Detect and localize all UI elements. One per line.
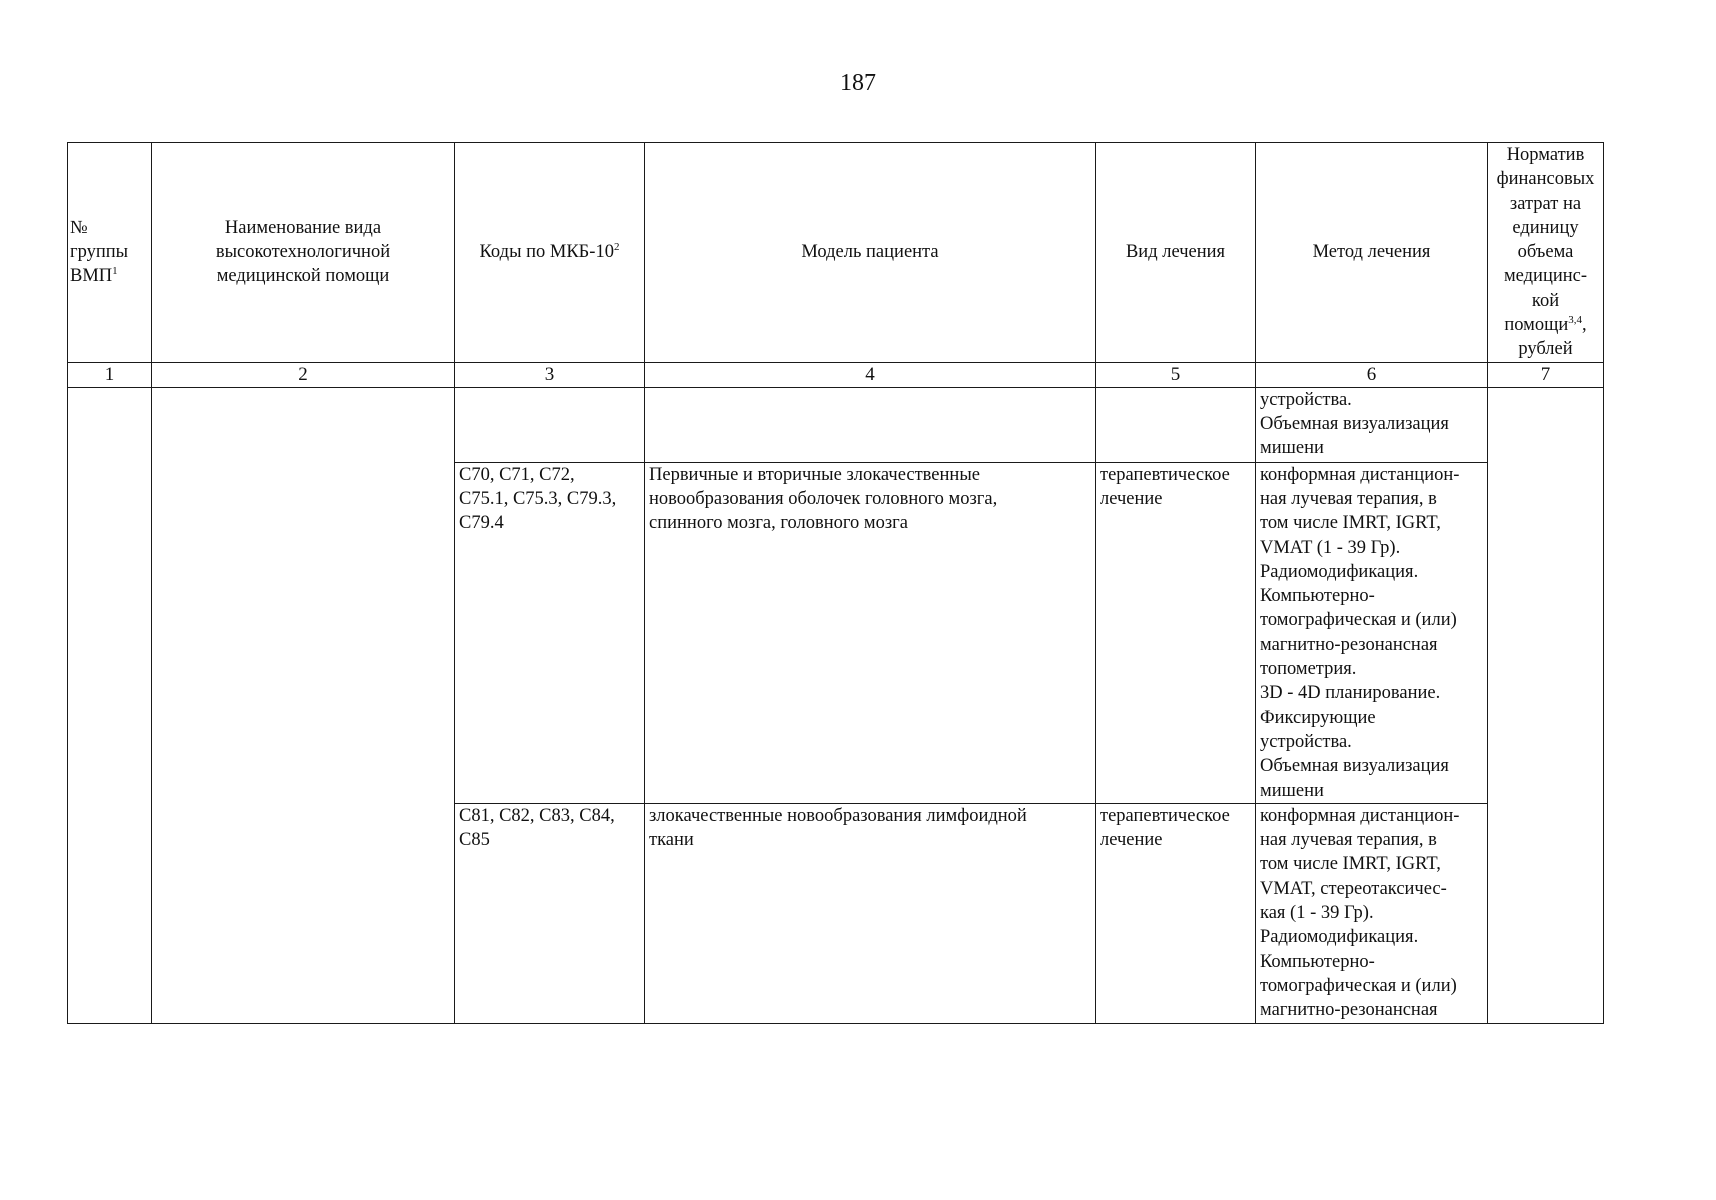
column-number: 5 [1096,362,1256,387]
header-group-number: № группы ВМП$^1$ [68,143,152,363]
column-number: 6 [1256,362,1488,387]
treatment-method-cell: устройства. Объемная визуализация мишени [1256,387,1488,462]
group-number-cell [68,387,152,1023]
icd-codes-cell: C70, C71, C72, C75.1, C75.3, C79.3, C79.4 [455,462,645,803]
header-patient-model: Модель пациента [645,143,1096,363]
cost-standard-cell [1488,387,1604,1023]
header-treatment-type: Вид лечения [1096,143,1256,363]
header-row [68,143,1604,363]
patient-model-cell [645,387,1096,462]
treatment-type-cell: терапевтическое лечение [1096,803,1256,1023]
icd-codes-cell [455,387,645,462]
treatment-type-cell: терапевтическое лечение [1096,462,1256,803]
header-treatment-method: Метод лечения [1256,143,1488,363]
treatment-method-cell: конформная дистанцион- ная лучевая терапия, в том числе IMRT, IGRT, VMAT, стереотаксичес- кая (1 - 39 Гр). Радиомодификация. Компьютерно- томографическая и (или) магнитно-резонансная [1256,803,1488,1023]
column-number: 4 [645,362,1096,387]
page-number: 187 [840,70,876,96]
header-care-type-name: Наименование вида высокотехнологичной медицинской помощи [152,143,455,363]
column-number: 1 [68,362,152,387]
table-row [68,387,1604,462]
column-number: 3 [455,362,645,387]
column-number: 7 [1488,362,1604,387]
patient-model-cell: злокачественные новообразования лимфоидной ткани [645,803,1096,1023]
care-type-name-cell [152,387,455,1023]
icd-codes-cell: C81, C82, C83, C84, C85 [455,803,645,1023]
header-cost-standard: Норматив финансовых затрат на единицу объема медицинс- кой помощи$^{3,4}$, рублей [1488,143,1604,363]
vmp-table [67,142,1604,1024]
patient-model-cell: Первичные и вторичные злокачественные новообразования оболочек головного мозга, спинного мозга, головного мозга [645,462,1096,803]
treatment-method-cell: конформная дистанцион- ная лучевая терапия, в том числе IMRT, IGRT, VMAT (1 - 39 Гр). Радиомодификация. Компьютерно- томографическая и (или) магнитно-резонансная топометрия. 3D - 4D планирование. Фиксирующие устройства. Объемная визуализация мишени [1256,462,1488,803]
treatment-type-cell [1096,387,1256,462]
column-number-row [68,362,1604,387]
column-number: 2 [152,362,455,387]
header-icd-codes: Коды по МКБ-$10^2$ [455,143,645,363]
